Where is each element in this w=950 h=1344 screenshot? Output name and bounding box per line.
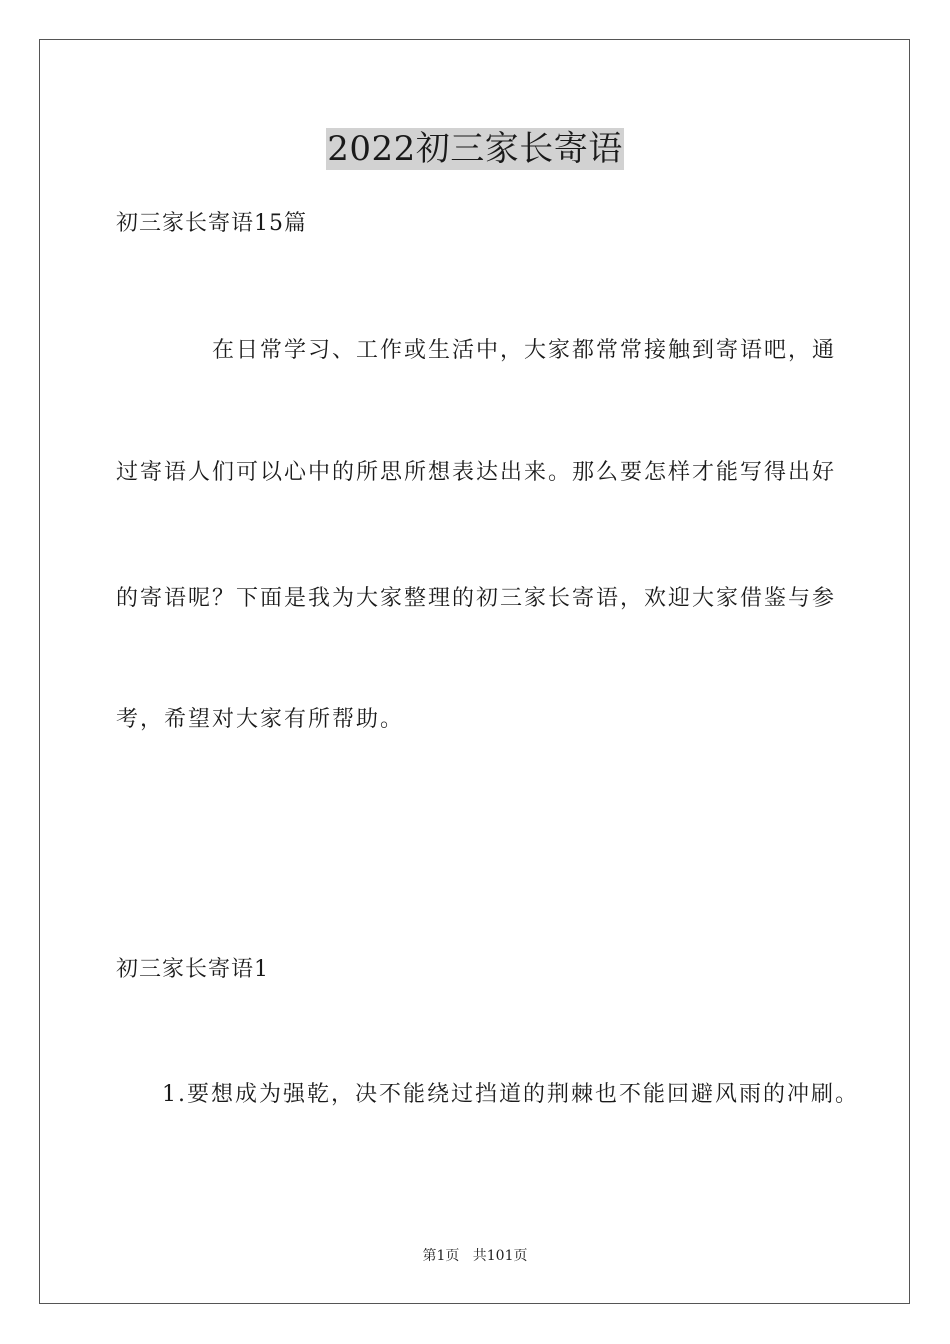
page-number: 第1页 (422, 1248, 460, 1264)
list-item: 1.要想成为强乾，决不能绕过挡道的荆棘也不能回避风雨的冲刷。 (162, 1082, 859, 1107)
document-title: 2022初三家长寄语 (327, 129, 623, 169)
page-total: 共101页 (472, 1248, 528, 1264)
document-subtitle: 初三家长寄语15篇 (116, 211, 307, 236)
intro-line-1: 在日常学习、工作或生活中，大家都常常接触到寄语吧，通 (212, 338, 837, 363)
section-heading: 初三家长寄语1 (116, 957, 269, 982)
intro-line-4: 考，希望对大家有所帮助。 (116, 707, 405, 732)
page-footer (0, 1246, 950, 1266)
intro-line-3: 的寄语呢？下面是我为大家整理的初三家长寄语，欢迎大家借鉴与参 (116, 586, 837, 611)
intro-line-2: 过寄语人们可以心中的所思所想表达出来。那么要怎样才能写得出好 (116, 460, 837, 485)
title-container (0, 128, 950, 170)
